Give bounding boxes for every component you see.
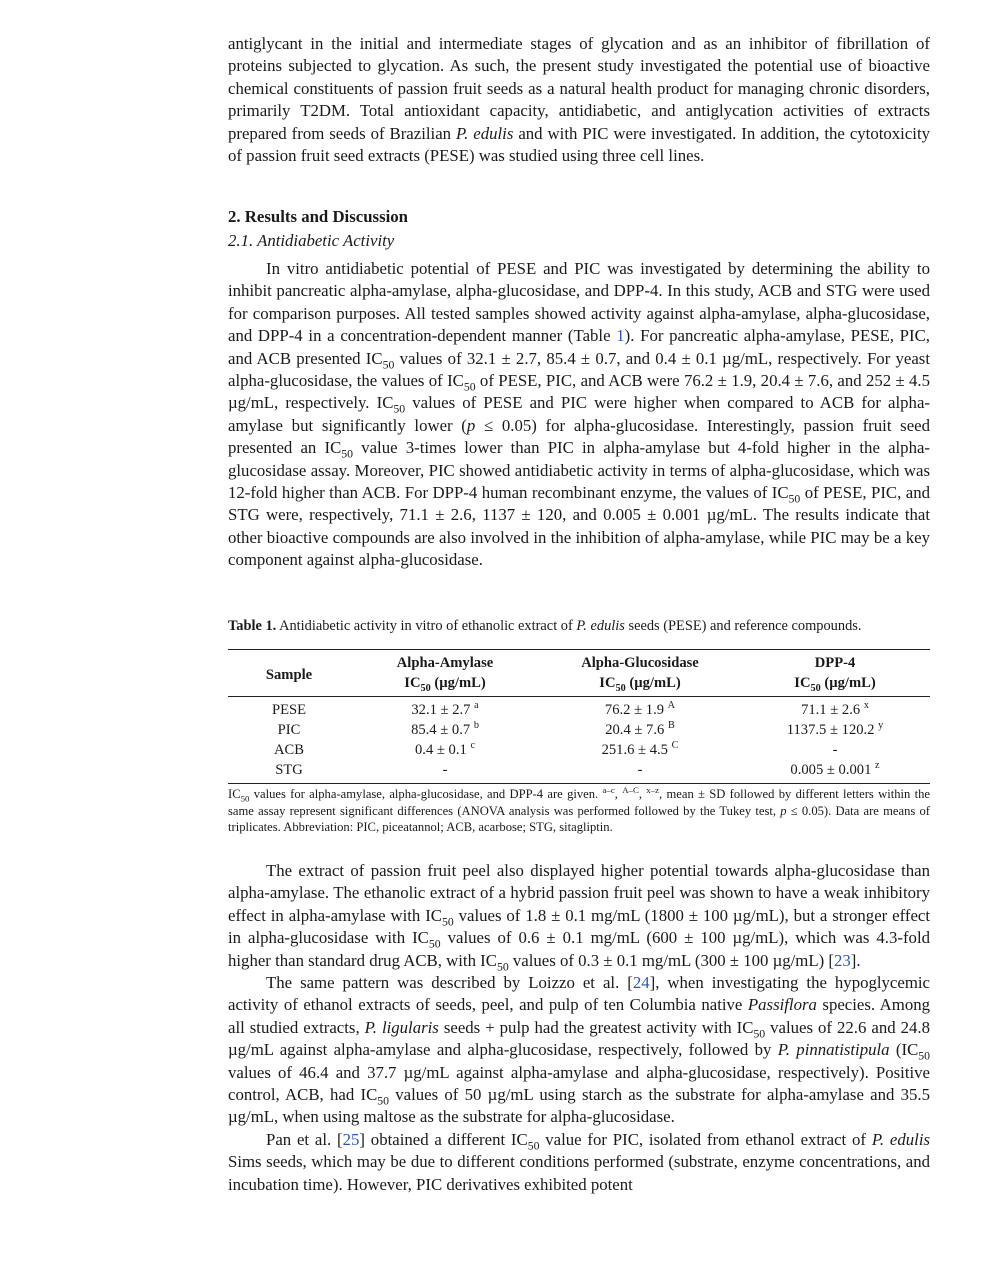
unit-text: IC bbox=[794, 675, 811, 691]
intro-text-1: antiglycant in the initial and intermediate stages of glycation and as an inhibitor of fibrillation of proteins subjected to glycation. As such, the present study investigated the potential use of bioactive chemical constituents of passion fruit seeds as a natural health product for managing chronic disorders, primarily T2DM. Total antioxidant capacity, antidiabetic, and antiglycation activities of extracts prepared from seeds of Brazilian bbox=[228, 34, 930, 143]
ic50-subscript: 50 bbox=[377, 1094, 390, 1108]
cell-value: 251.6 ± 4.5 bbox=[601, 742, 668, 758]
paragraph-3 bbox=[228, 972, 930, 1129]
p2-text: ]. bbox=[850, 950, 861, 970]
cell-letter: C bbox=[671, 740, 679, 752]
p3-text: values of 50 µg/mL using starch as the substrate for alpha-amylase and 35.5 µg/mL, when using maltose as the substrate for alpha-glucosidase. bbox=[228, 1085, 930, 1127]
table-row bbox=[228, 720, 930, 740]
cell-glucosidase bbox=[540, 720, 740, 740]
cell-letter: c bbox=[470, 740, 475, 752]
cell-letter: b bbox=[473, 720, 479, 732]
cell-value: 1137.5 ± 120.2 bbox=[786, 722, 875, 738]
cell-value: 71.1 ± 2.6 bbox=[801, 702, 861, 718]
intro-paragraph bbox=[228, 33, 930, 167]
cell-value: 85.4 ± 0.7 bbox=[411, 722, 471, 738]
cell-glucosidase bbox=[540, 760, 740, 784]
col-header-dpp4: DPP-4 bbox=[814, 655, 856, 671]
ic50-subscript: 50 bbox=[442, 915, 454, 929]
footnote-letter: a–c bbox=[602, 784, 615, 795]
p3-text: The same pattern was described by Loizzo et al. [ bbox=[266, 973, 633, 993]
ic50-subscript: 50 bbox=[463, 380, 476, 394]
species-italic: P. edulis bbox=[871, 1129, 931, 1149]
section-heading-block bbox=[228, 206, 930, 252]
p4-text: ] obtained a different IC bbox=[359, 1129, 528, 1149]
cell-letter: B bbox=[667, 720, 675, 732]
ic50-subscript: 50 bbox=[527, 1139, 540, 1153]
unit-text: (µg/mL) bbox=[625, 675, 681, 691]
p3-text: values of 22.6 and 24.8 µg/mL against alpha-amylase and alpha-glucosidase, respectively, followed by bbox=[228, 1017, 930, 1060]
table-1-link[interactable]: 1 bbox=[616, 326, 625, 346]
cell-glucosidase bbox=[540, 697, 740, 721]
p1-text: values of PESE and PIC were higher when compared to ACB for alpha-amylase but significantly lower ( bbox=[228, 393, 930, 435]
p4-text: Pan et al. [ bbox=[266, 1129, 343, 1149]
cell-value: 0.005 ± 0.001 bbox=[790, 762, 872, 778]
genus-italic: Passiflora bbox=[747, 995, 817, 1015]
ic50-subscript: 50 bbox=[918, 1049, 931, 1063]
footnote-text: values for alpha-amylase, alpha-glucosidase, and DPP-4 are given. bbox=[249, 787, 603, 801]
col-header-amylase: Alpha-Amylase bbox=[396, 655, 494, 671]
caption-italic: P. edulis bbox=[576, 618, 625, 634]
paragraph-2-block bbox=[228, 860, 930, 1196]
p1-text: ). For pancreatic alpha-amylase, PESE, PIC, and ACB presented IC bbox=[228, 326, 930, 368]
intro-species-italic: P. edulis bbox=[456, 123, 514, 143]
table-row bbox=[228, 760, 930, 784]
cell-value: - bbox=[442, 762, 448, 778]
cell-letter: a bbox=[474, 700, 479, 712]
intro-text-2: and with PIC were investigated. In addition, the cytotoxicity of passion fruit seed extracts (PESE) was studied using three cell lines. bbox=[228, 123, 931, 166]
cell-dpp4 bbox=[740, 697, 930, 721]
ic50-subscript: 50 bbox=[420, 682, 431, 694]
col-header-glucosidase-unit bbox=[540, 673, 740, 697]
footnote-text: , bbox=[638, 787, 647, 801]
p1-text: of PESE, PIC, and STG were, respectively, 71.1 ± 2.6, 1137 ± 120, and 0.005 ± 0.001 µg/mL. The results indicate that other bioactive compounds are also involved in the inhibition of alpha-amylase, while PIC may be a key component against alpha-glucosidase. bbox=[228, 483, 930, 570]
p2-text: values of 1.8 ± 0.1 mg/mL (1800 ± 100 µg/mL), but a stronger effect in alpha-glucosidase with IC bbox=[228, 905, 931, 948]
p3-text: values of 46.4 and 37.7 µg/mL against alpha-amylase and alpha-glucosidase, respectively). Positive control, ACB, had IC bbox=[228, 1062, 930, 1105]
footnote-text: IC bbox=[228, 787, 241, 801]
p2-text: values of 0.3 ± 0.1 mg/mL (300 ± 100 µg/mL) [ bbox=[508, 950, 834, 970]
cell-amylase bbox=[350, 760, 540, 784]
species-italic: P. pinnatistipula bbox=[777, 1040, 890, 1060]
ic50-subscript: 50 bbox=[382, 357, 395, 371]
caption-text: seeds (PESE) and reference compounds. bbox=[624, 618, 862, 634]
cell-value: 0.4 ± 0.1 bbox=[415, 742, 467, 758]
p1-text: ≤ 0.05) for alpha-glucosidase. Interestingly, passion fruit seed presented an IC bbox=[228, 415, 930, 458]
intro-paragraph-block bbox=[228, 33, 930, 167]
species-italic: P. ligularis bbox=[364, 1017, 439, 1037]
p3-text: ], when investigating the hypoglycemic activity of ethanol extracts of seeds, peel, and pulp of ten Columbia native bbox=[228, 973, 930, 1015]
col-header-amylase-unit bbox=[350, 673, 540, 697]
subsection-heading: 2.1. Antidiabetic Activity bbox=[228, 231, 395, 250]
p1-text: In vitro antidiabetic potential of PESE and PIC was investigated by determining the ability to inhibit pancreatic alpha-amylase, alpha-glucosidase, and DPP-4. In this study, ACB and STG were used for comparison purposes. All tested samples showed activity against alpha-amylase, alpha-glucosidase, and DPP-4 in a concentration-dependent manner (Table bbox=[228, 259, 930, 346]
p2-text: values of 0.6 ± 0.1 mg/mL (600 ± 100 µg/mL), which was 4.3-fold higher than standard drug ACB, with IC bbox=[228, 928, 930, 970]
cell-value: 32.1 ± 2.7 bbox=[411, 702, 471, 718]
cell-sample: STG bbox=[275, 762, 303, 778]
cell-amylase bbox=[350, 720, 540, 740]
paragraph-1-block bbox=[228, 258, 930, 572]
paragraph-1 bbox=[228, 258, 930, 572]
footnote-text: , bbox=[614, 787, 623, 801]
citation-link-24[interactable]: 24 bbox=[632, 973, 650, 993]
ic50-subscript: 50 bbox=[615, 682, 626, 694]
cell-value: - bbox=[832, 742, 838, 758]
p1-text: values of 32.1 ± 2.7, 85.4 ± 0.7, and 0.4 ± 0.1 µg/mL, respectively. For yeast alpha-glucosidase, the values of IC bbox=[228, 348, 930, 391]
section-heading: 2. Results and Discussion bbox=[228, 207, 408, 226]
footnote-text: ≤ 0.05). Data are means of triplicates. Abbreviation: PIC, piceatannol; ACB, acarbose; STG, sitagliptin. bbox=[228, 803, 930, 834]
p3-text: seeds + pulp had the greatest activity with IC bbox=[438, 1017, 754, 1037]
antidiabetic-table bbox=[228, 649, 930, 784]
table-caption-label: Table 1. bbox=[228, 618, 277, 634]
unit-text: (µg/mL) bbox=[820, 675, 876, 691]
unit-text: (µg/mL) bbox=[430, 675, 486, 691]
citation-link-23[interactable]: 23 bbox=[833, 950, 851, 970]
ic50-subscript: 50 bbox=[393, 402, 406, 416]
col-header-glucosidase: Alpha-Glucosidase bbox=[581, 655, 699, 671]
p2-text: The extract of passion fruit peel also displayed higher potential towards alpha-glucosidase than alpha-amylase. The ethanolic extract of a hybrid passion fruit peel was shown to have a weak inhibitory effect in alpha-amylase with IC bbox=[228, 861, 930, 925]
col-header-dpp4-unit bbox=[740, 673, 930, 697]
p-variable: p bbox=[780, 803, 787, 818]
cell-letter: A bbox=[667, 700, 676, 712]
table-row bbox=[228, 697, 930, 721]
cell-value: 20.4 ± 7.6 bbox=[605, 722, 665, 738]
table-caption bbox=[228, 616, 930, 636]
cell-sample: ACB bbox=[273, 742, 304, 758]
footnote-letter: x–z bbox=[646, 784, 660, 795]
cell-amylase bbox=[350, 697, 540, 721]
paragraph-4 bbox=[228, 1129, 930, 1196]
cell-dpp4 bbox=[740, 760, 930, 784]
cell-letter: z bbox=[875, 760, 880, 772]
cell-letter: y bbox=[878, 720, 884, 732]
caption-text: Antidiabetic activity in vitro of ethanolic extract of bbox=[276, 618, 577, 634]
cell-letter: x bbox=[863, 700, 869, 712]
cell-value: 76.2 ± 1.9 bbox=[604, 702, 665, 718]
p3-text: (IC bbox=[889, 1040, 919, 1060]
p4-text: value for PIC, isolated from ethanol extract of bbox=[539, 1129, 872, 1149]
citation-link-25[interactable]: 25 bbox=[342, 1129, 360, 1149]
cell-dpp4 bbox=[740, 720, 930, 740]
cell-sample: PESE bbox=[271, 702, 307, 718]
p3-text: species. Among all studied extracts, bbox=[228, 995, 930, 1037]
col-header-sample: Sample bbox=[265, 666, 313, 683]
p-variable: p bbox=[466, 415, 476, 435]
p4-text: Sims seeds, which may be due to different conditions performed (substrate, enzyme concentrations, and incubation time). However, PIC derivatives exhibited potent bbox=[228, 1152, 930, 1194]
table-1-block bbox=[228, 616, 930, 836]
ic50-subscript: 50 bbox=[240, 793, 250, 804]
cell-sample: PIC bbox=[277, 722, 301, 738]
ic50-subscript: 50 bbox=[428, 937, 441, 951]
ic50-subscript: 50 bbox=[341, 447, 354, 461]
footnote-letter: A–C bbox=[622, 784, 639, 795]
table-footnote bbox=[228, 786, 930, 836]
cell-value: - bbox=[637, 762, 643, 778]
cell-glucosidase bbox=[540, 740, 740, 760]
table-row bbox=[228, 740, 930, 760]
p1-text: value 3-times lower than PIC in alpha-amylase but 4-fold higher in the alpha-glucosidase assay. Moreover, PIC showed antidiabetic activity in terms of alpha-glucosidase, which was 12-fold higher than ACB. For DPP-4 human recombinant enzyme, the values of IC bbox=[228, 438, 931, 503]
p1-text: of PESE, PIC, and ACB were 76.2 ± 1.9, 20.4 ± 7.6, and 252 ± 4.5 µg/mL, respectively. IC bbox=[228, 371, 930, 413]
footnote-text: , mean ± SD followed by different letters within the same assay represent significant differences (ANOVA analysis was performed followed by the Tukey test, bbox=[228, 787, 930, 818]
ic50-subscript: 50 bbox=[753, 1027, 766, 1041]
ic50-subscript: 50 bbox=[788, 492, 801, 506]
cell-dpp4 bbox=[740, 740, 930, 760]
ic50-subscript: 50 bbox=[496, 959, 509, 973]
ic50-subscript: 50 bbox=[810, 682, 821, 694]
cell-amylase bbox=[350, 740, 540, 760]
unit-text: IC bbox=[404, 675, 421, 691]
unit-text: IC bbox=[599, 675, 616, 691]
paragraph-2 bbox=[228, 860, 930, 972]
